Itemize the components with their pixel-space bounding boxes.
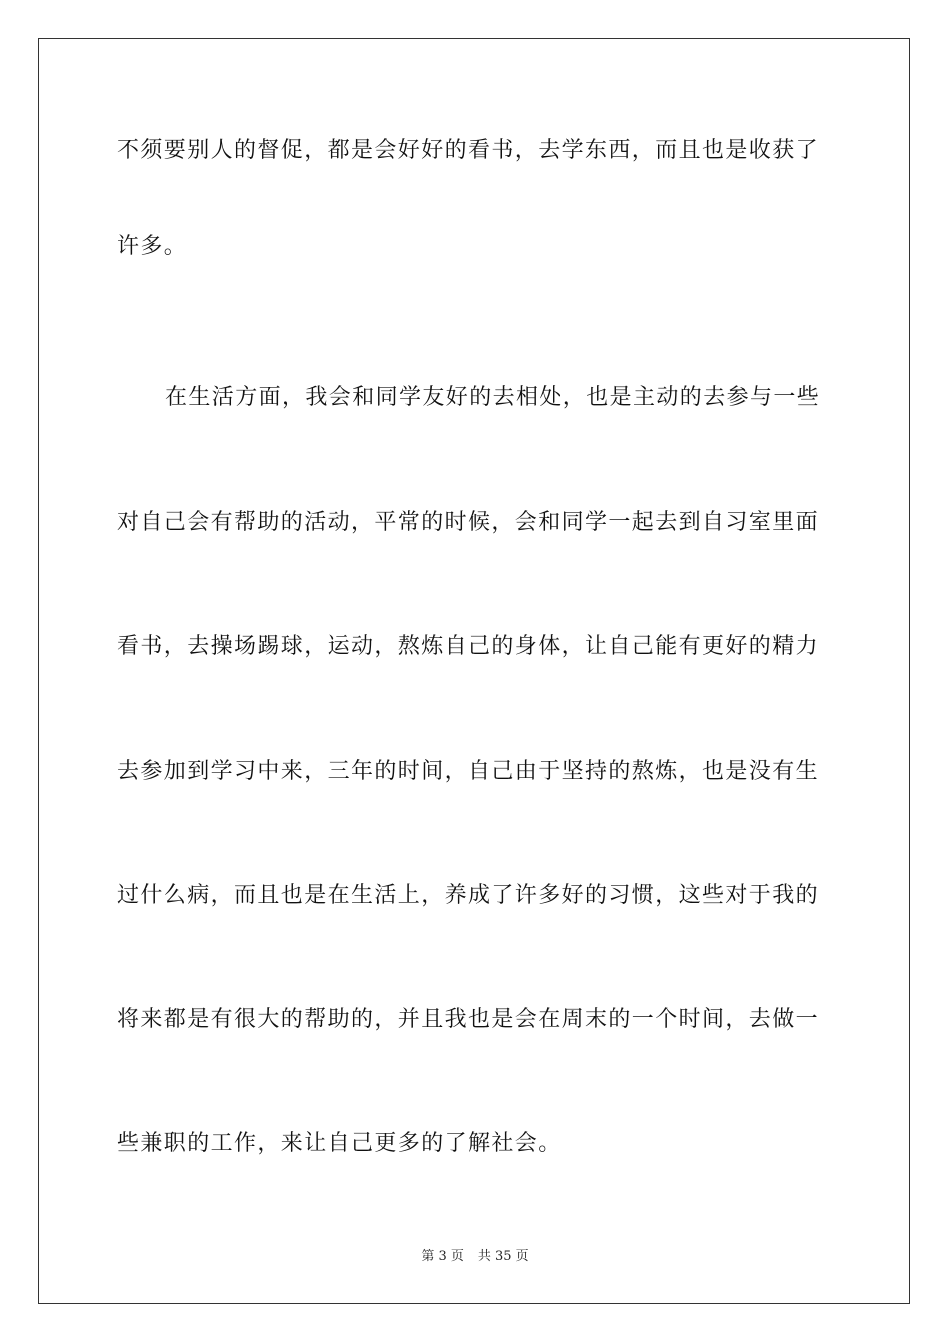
body-text-line-2: 许多。: [117, 234, 188, 259]
body-text-line-6: 去参加到学习中来，三年的时间，自己由于坚持的熬炼，也是没有生: [117, 759, 820, 784]
page-footer: [0, 1248, 950, 1266]
page-border: [38, 38, 910, 1304]
body-text-line-7: 过什么病，而且也是在生活上，养成了许多好的习惯，这些对于我的: [117, 883, 820, 908]
body-text-line-3: 在生活方面，我会和同学友好的去相处，也是主动的去参与一些: [165, 385, 821, 410]
body-text-line-4: 对自己会有帮助的活动，平常的时候，会和同学一起去到自习室里面: [117, 510, 820, 535]
total-pages: 共 35 页: [477, 1249, 529, 1264]
body-text-line-8: 将来都是有很大的帮助的，并且我也是会在周末的一个时间，去做一: [117, 1007, 820, 1032]
body-text-line-9: 些兼职的工作，来让自己更多的了解社会。: [117, 1131, 562, 1156]
body-text-line-5: 看书，去操场踢球，运动，熬炼自己的身体，让自己能有更好的精力: [117, 634, 820, 659]
body-text-line-1: 不须要别人的督促，都是会好好的看书，去学东西，而且也是收获了: [117, 138, 820, 163]
page-number: 第 3 页: [421, 1249, 464, 1264]
